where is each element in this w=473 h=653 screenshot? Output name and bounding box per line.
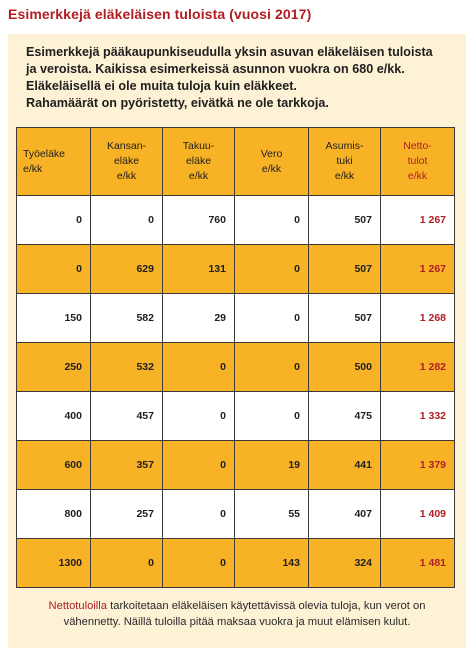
header-kansanelake: Kansan- eläke e/kk [91,128,163,196]
intro-text [26,44,456,112]
footnote-text: tarkoitetaan eläkeläisen käytettävissä olevia tuloja, kun verot on [107,600,426,612]
cell-nettotulot: 1 267 [381,245,455,294]
cell-tyoelake: 150 [17,294,91,343]
cell-vero: 0 [235,294,309,343]
cell-vero: 55 [235,490,309,539]
header-takuuelake: Takuu- eläke e/kk [163,128,235,196]
cell-takuuelake: 0 [163,441,235,490]
cell-nettotulot: 1 268 [381,294,455,343]
cell-tyoelake: 400 [17,392,91,441]
cell-nettotulot: 1 409 [381,490,455,539]
cell-takuuelake: 29 [163,294,235,343]
header-asumistuki: Asumis- tuki e/kk [309,128,381,196]
header-tyoelake: Työeläke e/kk [17,128,91,196]
cell-takuuelake: 0 [163,392,235,441]
cell-kansanelake: 357 [91,441,163,490]
cell-tyoelake: 0 [17,245,91,294]
cell-asumistuki: 324 [309,539,381,588]
intro-line: Eläkeläisellä ei ole muita tuloja kuin eläkkeet. [26,79,297,93]
cell-vero: 19 [235,441,309,490]
cell-kansanelake: 582 [91,294,163,343]
header-vero: Vero e/kk [235,128,309,196]
table-row [17,539,455,588]
cell-nettotulot: 1 267 [381,196,455,245]
intro-line: ja veroista. Kaikissa esimerkeissä asunnon vuokra on 680 e/kk. [26,62,405,76]
cell-takuuelake: 0 [163,343,235,392]
footnote-line-2: vähennetty. Näillä tuloilla pitää maksaa vuokra ja muut elämisen kulut. [63,616,411,628]
cell-vero: 0 [235,392,309,441]
cell-kansanelake: 532 [91,343,163,392]
cell-nettotulot: 1 282 [381,343,455,392]
cell-kansanelake: 629 [91,245,163,294]
table-row [17,343,455,392]
cell-tyoelake: 600 [17,441,91,490]
income-table [16,127,455,588]
cell-vero: 0 [235,343,309,392]
intro-line: Esimerkkejä pääkaupunkiseudulla yksin asuvan eläkeläisen tuloista [26,45,433,59]
header-nettotulot: Netto- tulot e/kk [381,128,455,196]
cell-kansanelake: 457 [91,392,163,441]
table-row [17,196,455,245]
table-header-row [17,128,455,196]
cell-tyoelake: 800 [17,490,91,539]
table-row [17,245,455,294]
cell-takuuelake: 0 [163,539,235,588]
cell-takuuelake: 0 [163,490,235,539]
cell-takuuelake: 760 [163,196,235,245]
page-title: Esimerkkejä eläkeläisen tuloista (vuosi 2017) [8,6,312,22]
cell-asumistuki: 500 [309,343,381,392]
cell-vero: 0 [235,245,309,294]
footnote-line-1 [8,598,466,614]
cell-asumistuki: 507 [309,294,381,343]
cell-tyoelake: 0 [17,196,91,245]
cell-asumistuki: 507 [309,245,381,294]
cell-nettotulot: 1 481 [381,539,455,588]
cell-nettotulot: 1 379 [381,441,455,490]
cell-takuuelake: 131 [163,245,235,294]
cell-asumistuki: 507 [309,196,381,245]
footnote [8,598,466,630]
cell-asumistuki: 441 [309,441,381,490]
cell-kansanelake: 257 [91,490,163,539]
cell-tyoelake: 250 [17,343,91,392]
cell-asumistuki: 475 [309,392,381,441]
content-panel [8,34,466,648]
intro-line: Rahamäärät on pyöristetty, eivätkä ne ole tarkkoja. [26,96,329,110]
cell-nettotulot: 1 332 [381,392,455,441]
table-row [17,294,455,343]
cell-vero: 143 [235,539,309,588]
footnote-highlight: Nettotuloilla [48,600,108,612]
cell-asumistuki: 407 [309,490,381,539]
cell-kansanelake: 0 [91,196,163,245]
table-row [17,490,455,539]
cell-kansanelake: 0 [91,539,163,588]
table-row [17,441,455,490]
cell-tyoelake: 1300 [17,539,91,588]
table-row [17,392,455,441]
cell-vero: 0 [235,196,309,245]
